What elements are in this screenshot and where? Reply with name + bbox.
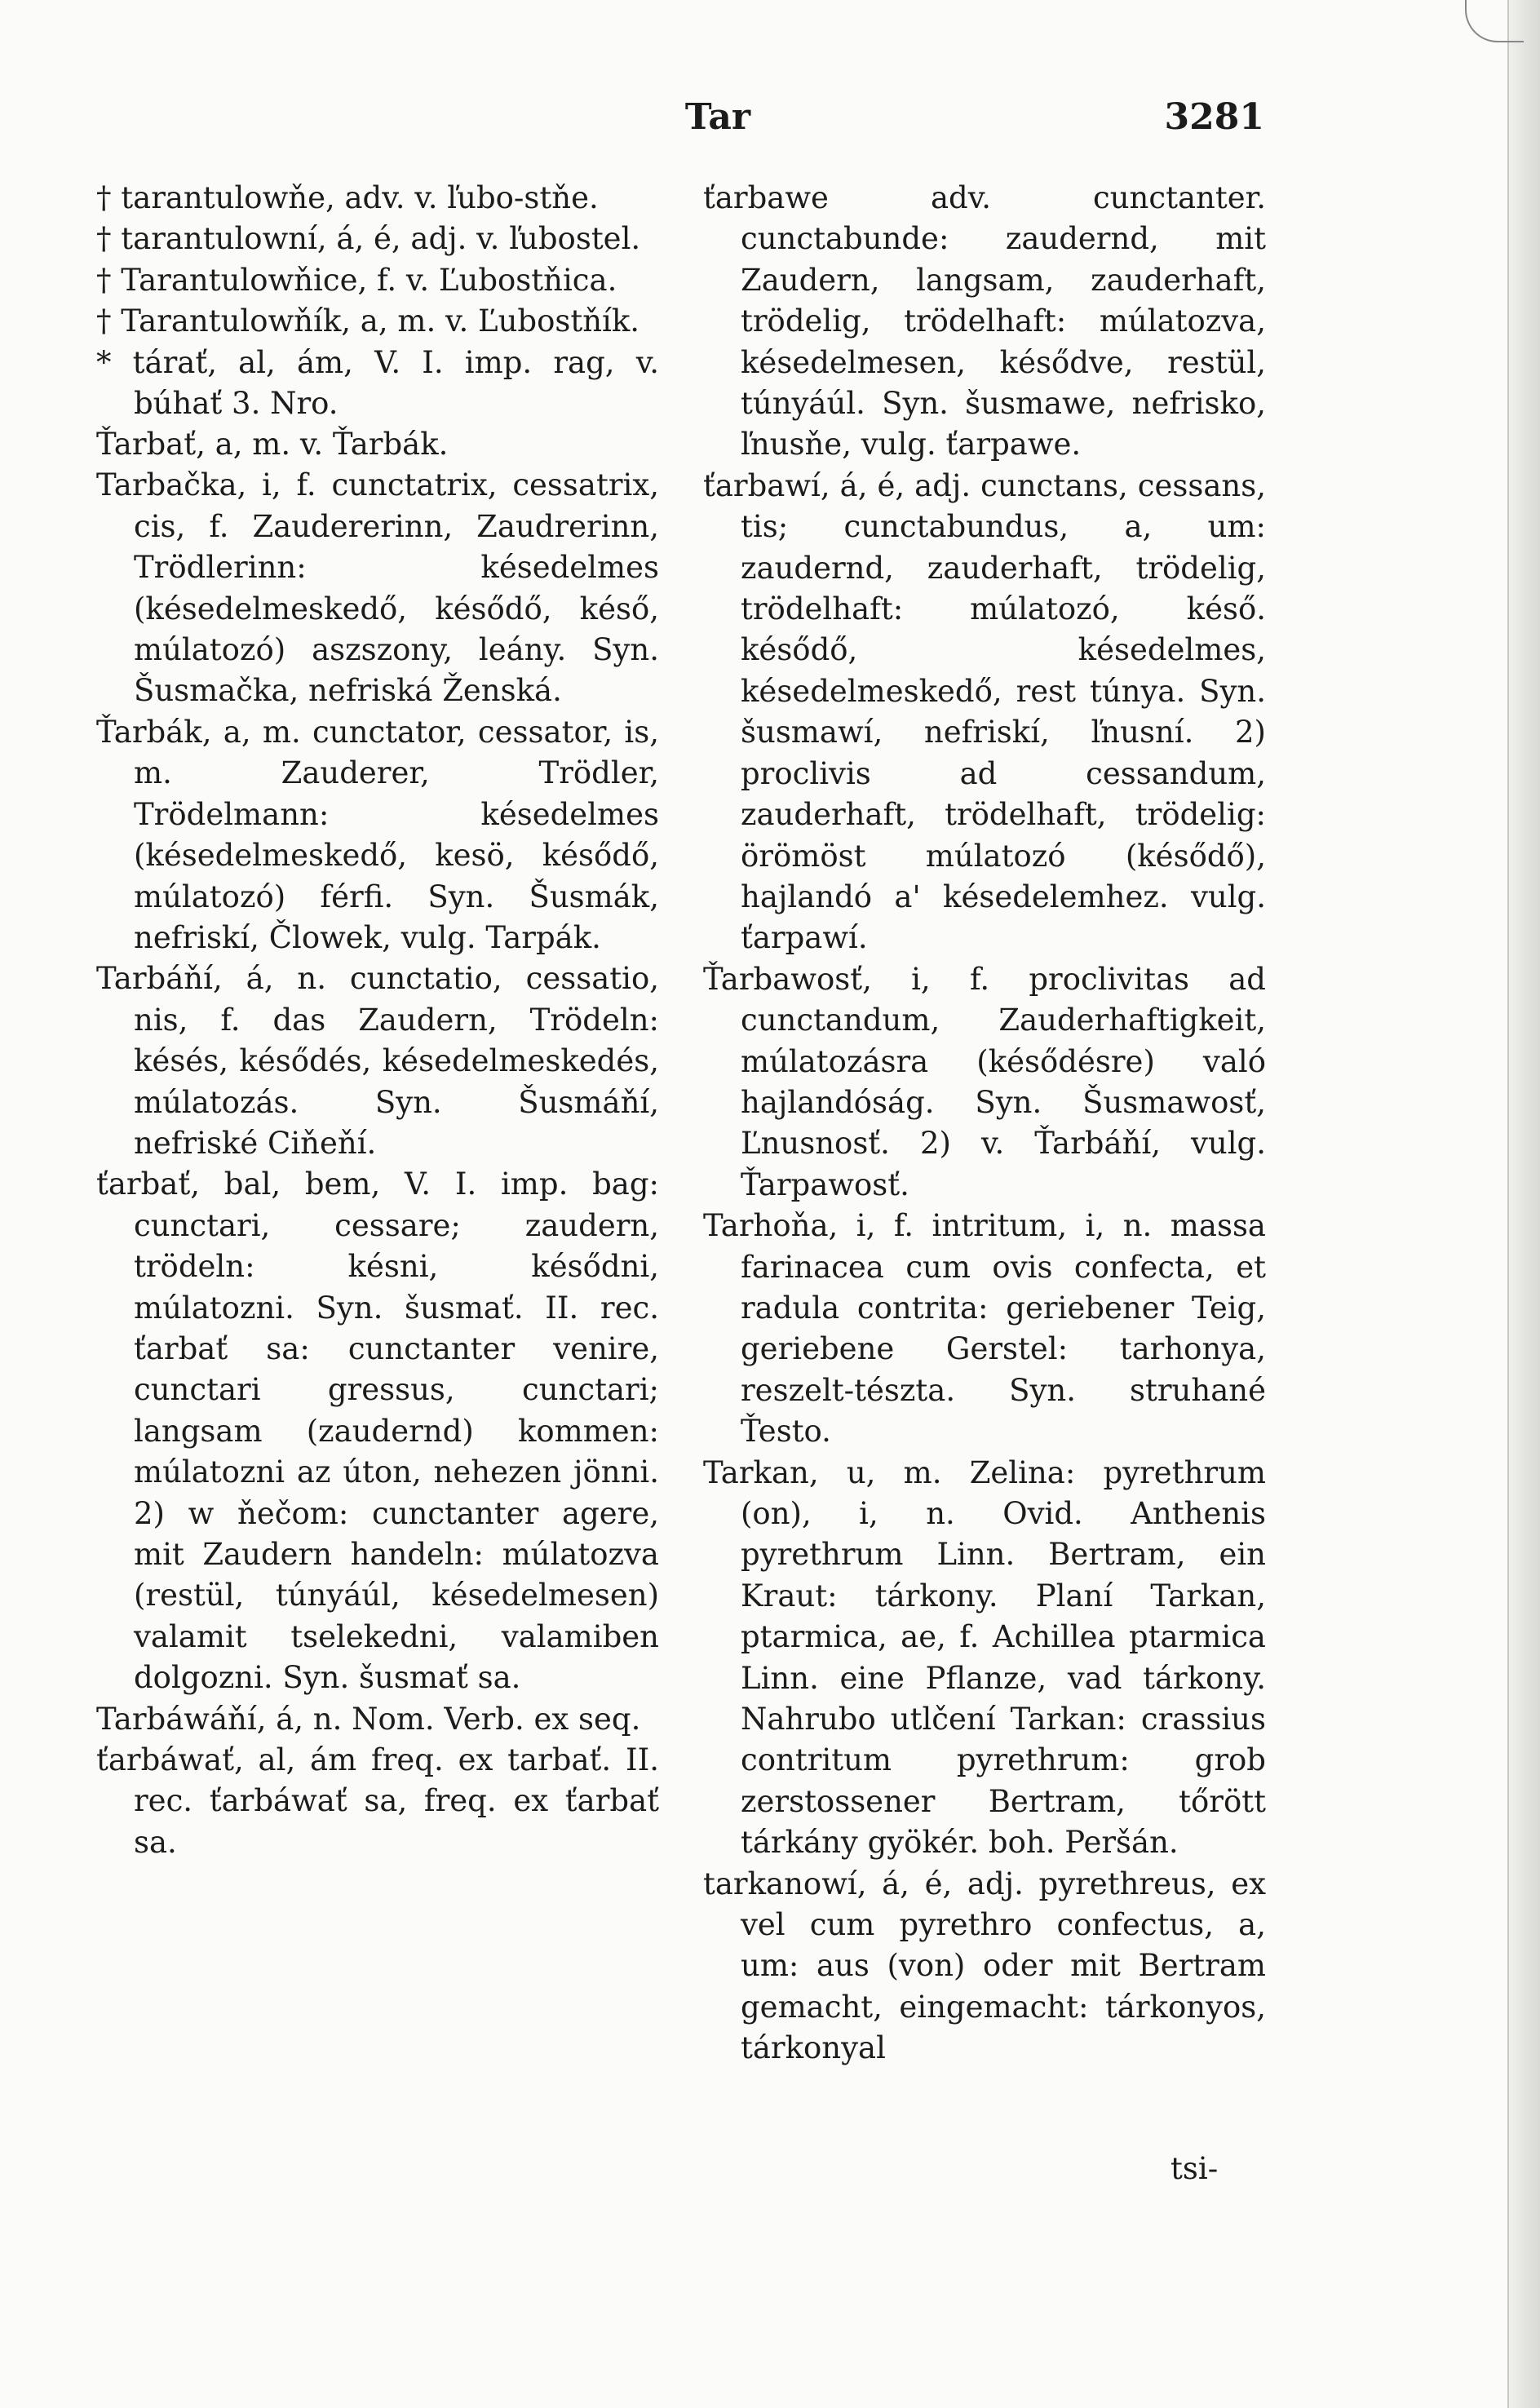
dictionary-entry: ťarbať, bal, bem, V. I. imp. bag: cunctari, cessare; zaudern, trödeln: késni, késődni, múlatozni. Syn. šusmať. II. rec. ťarbať sa: cunctanter venire, cunctari gressus, cunctari; langsam (zaudernd) kommen: múlatozni az úton, nehezen jönni. 2) w ňečom: cunctanter agere, mit Zaudern handeln: múlatozva (restül, túnyáúl, késedelmesen) valamit tselekedni, valamiben dolgozni. Syn. šusmať sa. (96, 1166, 659, 1696)
page-corner-fold (1465, 0, 1524, 42)
dictionary-entry: Ťarbať, a, m. v. Ťarbák. (96, 427, 449, 463)
dictionary-entry: † Tarantulowňík, a, m. v. Ľubostňík. (96, 303, 640, 339)
dictionary-entry: ťarbawe adv. cunctanter. cunctabunde: zaudernd, mit Zaudern, langsam, zauderhaft, trödelig, trödelhaft: múlatozva, késedelmesen, késődve, restül, túnyáúl. Syn. šusmawe, nefrisko, ľnusňe, vulg. ťarpawe. (703, 180, 1266, 463)
dictionary-entry: Ťarbák, a, m. cunctator, cessator, is, m. Zauderer, Trödler, Trödelmann: késedelmes (késedelmeskedő, kesö, késődő, múlatozó) férfi. Syn. Šusmák, nefriskí, Člowek, vulg. Tarpák. (96, 714, 659, 955)
dictionary-entry: tarkanowí, á, é, adj. pyrethreus, ex vel cum pyrethro confectus, a, um: aus (von) oder mit Bertram gemacht, eingemacht: tárkonyos, tárkonyal (703, 1866, 1266, 2066)
dictionary-entry: ťarbáwať, al, ám freq. ex tarbať. II. rec. ťarbáwať sa, freq. ex ťarbať sa. (96, 1742, 659, 1860)
catchword: tsi- (1170, 2151, 1219, 2186)
page-number: 3281 (1164, 96, 1264, 138)
dictionary-entry: Tarbáwáňí, á, n. Nom. Verb. ex seq. (96, 1701, 641, 1737)
running-header (0, 96, 1540, 153)
dictionary-entry: † tarantulowňe, adv. v. ľubo-stňe. (96, 180, 599, 215)
left-column (96, 178, 659, 1863)
page-edge (1507, 0, 1540, 2408)
dictionary-entry: * tárať, al, ám, V. I. imp. rag, v. búhať 3. Nro. (96, 344, 659, 421)
header-title: Tar (684, 96, 751, 138)
dictionary-entry: † Tarantulowňice, f. v. Ľubostňica. (96, 262, 617, 298)
dictionary-entry: Tarbačka, i, f. cunctatrix, cessatrix, cis, f. Zaudererinn, Zaudrerinn, Trödlerinn: késedelmes (késedelmeskedő, késődő, késő, múlatozó) aszszony, leány. Syn. Šusmačka, nefriská Ženská. (96, 467, 659, 709)
dictionary-entry: Tarbáňí, á, n. cunctatio, cessatio, nis, f. das Zaudern, Trödeln: késés, késődés, késedelmeskedés, múlatozás. Syn. Šusmáňí, nefriské Ciňeňí. (96, 961, 659, 1161)
dictionary-entry: † tarantulowní, á, é, adj. v. ľubostel. (96, 221, 641, 257)
dictionary-entry: Ťarbawosť, i, f. proclivitas ad cunctandum, Zauderhaftigkeit, múlatozásra (késődésre) való hajlandóság. Syn. Šusmawosť, Ľnusnosť. 2) v. Ťarbáňí, vulg. Ťarpawosť. (703, 961, 1266, 1202)
right-column (703, 178, 1266, 2069)
dictionary-entry: Tarhoňa, i, f. intritum, i, n. massa farinacea cum ovis confecta, et radula contrita: geriebener Teig, geriebene Gerstel: tarhonya, reszelt-tészta. Syn. struhané Ťesto. (703, 1208, 1266, 1450)
dictionary-entry: Tarkan, u, m. Zelina: pyrethrum (on), i, n. Ovid. Anthenis pyrethrum Linn. Bertram, ein Kraut: tárkony. Planí Tarkan, ptarmica, ae, f. Achillea ptarmica Linn. eine Pflanze, vad tárkony. Nahrubo utlčení Tarkan: crassius contritum pyrethrum: grob zerstossener Bertram, tőrött tárkány gyökér. boh. Peršán. (703, 1454, 1266, 1861)
dictionary-entry: ťarbawí, á, é, adj. cunctans, cessans, tis; cunctabundus, a, um: zaudernd, zauderhaft, trödelig, trödelhaft: múlatozó, késő. késődő, késedelmes, késedelmeskedő, rest túnya. Syn. šusmawí, nefriskí, ľnusní. 2) proclivis ad cessandum, zauderhaft, trödelhaft, trödelig: örömöst múlatozó (késődő), hajlandó a' késedelemhez. vulg. ťarpawí. (703, 467, 1266, 956)
